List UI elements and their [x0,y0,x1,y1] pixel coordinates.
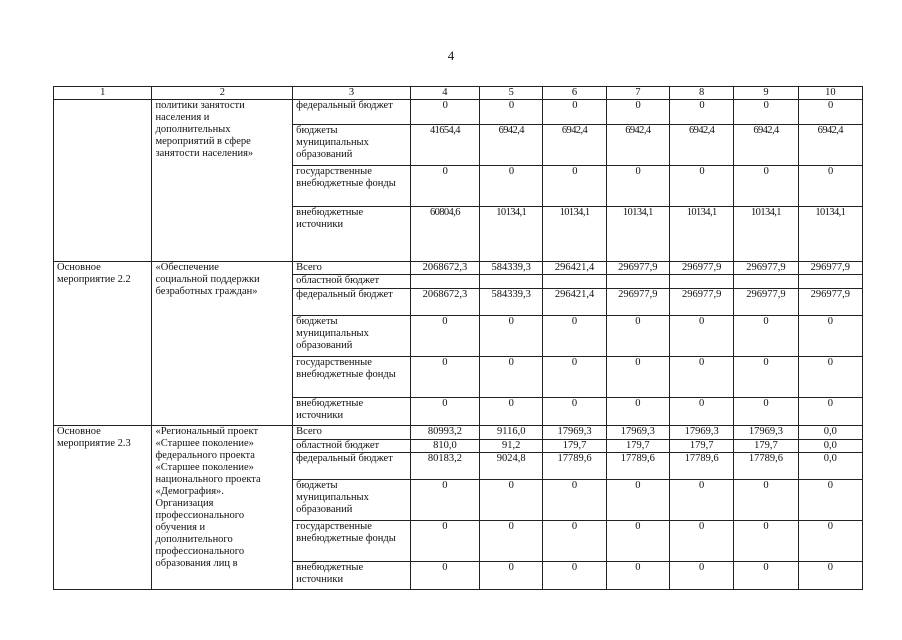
amount-cell: 584339,3 [480,262,543,275]
amount-cell: 0 [480,562,543,590]
amount-cell [670,275,734,289]
amount-cell: 0 [606,480,669,521]
amount-cell: 0 [410,166,479,207]
amount-cell: 0 [798,398,862,426]
measure-name-cell: «Обеспечение социальной поддержки безработных граждан» [152,262,293,426]
amount-cell: 0 [543,562,606,590]
amount-cell: 0 [798,357,862,398]
page-number: 4 [447,48,455,63]
amount-cell: 0 [798,521,862,562]
amount-cell: 0 [734,480,798,521]
column-header: 6 [543,87,606,100]
amount-cell: 0 [606,100,669,125]
amount-cell: 0 [606,398,669,426]
amount-cell: 10134,1 [734,207,798,262]
column-header: 7 [606,87,669,100]
column-header: 2 [152,87,293,100]
amount-cell: 0 [543,166,606,207]
amount-cell: 0 [670,357,734,398]
funding-source-cell: областной бюджет [293,440,411,453]
amount-cell: 0 [734,100,798,125]
amount-cell: 0 [480,521,543,562]
activity-cell: Основное мероприятие 2.2 [54,262,152,426]
funding-source-cell: государственные внебюджетные фонды [293,521,411,562]
column-header: 1 [54,87,152,100]
amount-cell [734,275,798,289]
amount-cell: 10134,1 [543,207,606,262]
amount-cell [480,275,543,289]
funding-source-cell: Всего [293,426,411,440]
amount-cell: 2068672,3 [410,289,479,316]
amount-cell: 179,7 [543,440,606,453]
amount-cell: 0 [410,562,479,590]
amount-cell: 0,0 [798,453,862,480]
column-header: 3 [293,87,411,100]
amount-cell: 17969,3 [670,426,734,440]
amount-cell: 6942,4 [480,125,543,166]
amount-cell: 0 [410,316,479,357]
amount-cell: 0 [543,100,606,125]
funding-source-cell: государственные внебюджетные фонды [293,357,411,398]
amount-cell: 584339,3 [480,289,543,316]
amount-cell: 0 [606,562,669,590]
amount-cell: 0 [410,480,479,521]
amount-cell: 9116,0 [480,426,543,440]
amount-cell: 0 [480,100,543,125]
amount-cell: 0 [606,166,669,207]
amount-cell: 17789,6 [670,453,734,480]
amount-cell: 0 [480,357,543,398]
amount-cell: 41654,4 [410,125,479,166]
amount-cell: 80993,2 [410,426,479,440]
amount-cell: 0 [480,398,543,426]
amount-cell: 17789,6 [606,453,669,480]
funding-source-cell: внебюджетные источники [293,562,411,590]
amount-cell: 17789,6 [543,453,606,480]
amount-cell: 296977,9 [606,262,669,275]
amount-cell [606,275,669,289]
funding-source-cell: федеральный бюджет [293,453,411,480]
amount-cell: 0 [480,316,543,357]
amount-cell: 0,0 [798,426,862,440]
amount-cell: 296977,9 [798,289,862,316]
amount-cell: 2068672,3 [410,262,479,275]
amount-cell: 0 [798,316,862,357]
amount-cell: 0 [670,562,734,590]
amount-cell: 0 [410,398,479,426]
funding-source-cell: Всего [293,262,411,275]
funding-source-cell: внебюджетные источники [293,398,411,426]
amount-cell: 296421,4 [543,262,606,275]
amount-cell: 10134,1 [670,207,734,262]
amount-cell: 0 [798,166,862,207]
amount-cell: 0 [798,100,862,125]
amount-cell: 0 [480,166,543,207]
amount-cell: 10134,1 [480,207,543,262]
amount-cell: 0 [798,562,862,590]
funding-table [53,86,863,590]
amount-cell: 296421,4 [543,289,606,316]
activity-cell: Основное мероприятие 2.3 [54,426,152,590]
amount-cell: 60804,6 [410,207,479,262]
amount-cell: 0 [543,357,606,398]
funding-source-cell: федеральный бюджет [293,289,411,316]
amount-cell: 0 [543,480,606,521]
funding-source-cell: внебюджетные источники [293,207,411,262]
funding-source-cell: бюджеты муниципальных образований [293,480,411,521]
amount-cell: 0 [670,480,734,521]
amount-cell: 10134,1 [606,207,669,262]
amount-cell: 0 [670,398,734,426]
amount-cell: 0 [670,521,734,562]
amount-cell: 296977,9 [734,262,798,275]
funding-source-cell: бюджеты муниципальных образований [293,125,411,166]
funding-source-cell: областной бюджет [293,275,411,289]
amount-cell: 179,7 [670,440,734,453]
activity-cell [54,100,152,262]
column-header: 4 [410,87,479,100]
amount-cell: 0 [606,521,669,562]
amount-cell: 0 [734,357,798,398]
amount-cell: 6942,4 [734,125,798,166]
amount-cell: 0 [670,316,734,357]
amount-cell: 0 [606,316,669,357]
amount-cell [798,275,862,289]
amount-cell: 179,7 [734,440,798,453]
amount-cell: 17969,3 [606,426,669,440]
amount-cell: 0 [410,357,479,398]
amount-cell [410,275,479,289]
amount-cell: 296977,9 [670,262,734,275]
amount-cell: 179,7 [606,440,669,453]
amount-cell: 9024,8 [480,453,543,480]
funding-source-cell: бюджеты муниципальных образований [293,316,411,357]
amount-cell: 296977,9 [670,289,734,316]
amount-cell: 6942,4 [798,125,862,166]
amount-cell: 6942,4 [670,125,734,166]
amount-cell: 0 [606,357,669,398]
amount-cell: 80183,2 [410,453,479,480]
amount-cell [543,275,606,289]
amount-cell: 0 [798,480,862,521]
amount-cell: 0 [543,521,606,562]
amount-cell: 0 [734,398,798,426]
table-row [54,262,863,275]
funding-source-cell: федеральный бюджет [293,100,411,125]
amount-cell: 0 [543,398,606,426]
amount-cell: 810,0 [410,440,479,453]
amount-cell: 0 [670,166,734,207]
column-header: 5 [480,87,543,100]
amount-cell: 6942,4 [606,125,669,166]
amount-cell: 0 [670,100,734,125]
amount-cell: 296977,9 [734,289,798,316]
amount-cell: 0 [480,480,543,521]
table-body [54,100,863,590]
amount-cell: 10134,1 [798,207,862,262]
amount-cell: 0 [410,100,479,125]
amount-cell: 91,2 [480,440,543,453]
amount-cell: 17969,3 [734,426,798,440]
amount-cell: 17789,6 [734,453,798,480]
amount-cell: 0 [734,521,798,562]
amount-cell: 0 [734,316,798,357]
funding-source-cell: государственные внебюджетные фонды [293,166,411,207]
amount-cell: 296977,9 [798,262,862,275]
amount-cell: 0 [734,166,798,207]
column-header: 8 [670,87,734,100]
column-header: 9 [734,87,798,100]
amount-cell: 6942,4 [543,125,606,166]
measure-name-cell: «Региональный проект «Старшее поколение» федерального проекта «Старшее поколение» национального проекта «Демография». Организация профессионального обучения и дополнительного профессионального образования лиц в [152,426,293,590]
amount-cell: 0 [734,562,798,590]
table-row [54,100,863,125]
column-header: 10 [798,87,862,100]
amount-cell: 0,0 [798,440,862,453]
table-row [54,426,863,440]
amount-cell: 0 [410,521,479,562]
amount-cell: 296977,9 [606,289,669,316]
amount-cell: 17969,3 [543,426,606,440]
measure-name-cell: политики занятости населения и дополнительных мероприятий в сфере занятости населения» [152,100,293,262]
amount-cell: 0 [543,316,606,357]
column-number-row [54,87,863,100]
